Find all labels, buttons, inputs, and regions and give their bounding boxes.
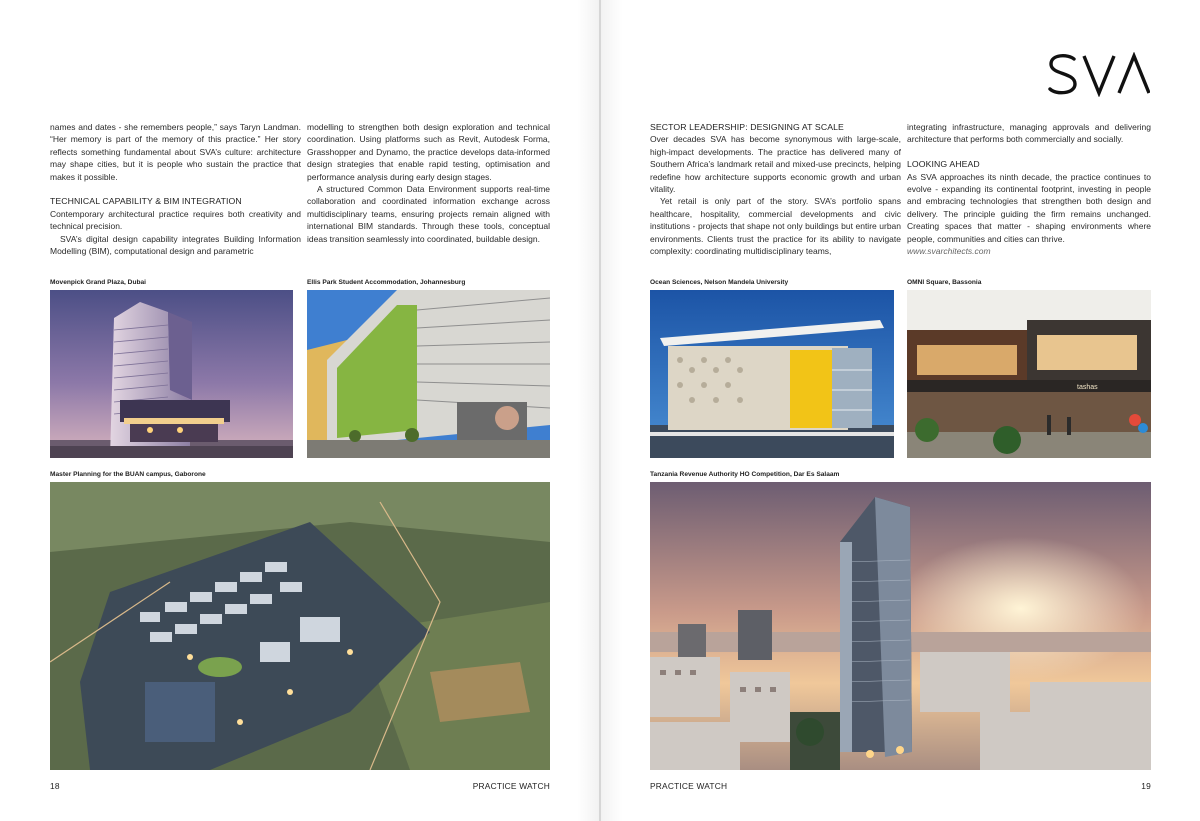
section-heading-technical: TECHNICAL CAPABILITY & BIM INTEGRATION: [50, 196, 242, 207]
paragraph: Contemporary architectural practice requires both creativity and technical precision.: [50, 208, 301, 232]
section-heading-looking-ahead: LOOKING AHEAD: [907, 159, 980, 170]
caption-ellis-park: Ellis Park Student Accommodation, Johannesburg: [307, 279, 466, 286]
paragraph: modelling to strengthen both design exploration and technical coordination. Using platforms such as Revit, Autodesk Forma, Grasshopper and Dynamo, the practice develops data-informed design strategies that enable rapid testing, optimisation and performance analysis during early design stages.: [307, 122, 550, 182]
paragraph: Over decades SVA has become synonymous with large-scale, high-impact developments. The practice has delivered many of Southern Africa’s landmark retail and mixed-use precincts, helping redefine how architecture supports economic growth and urban vitality.: [650, 134, 901, 195]
photo-ocean-sciences: [650, 290, 894, 458]
caption-buan-campus: Master Planning for the BUAN campus, Gaborone: [50, 471, 206, 478]
caption-ocean-sciences: Ocean Sciences, Nelson Mandela University: [650, 279, 789, 286]
caption-movenpick: Movenpick Grand Plaza, Dubai: [50, 279, 146, 286]
omni-storefront-sign: tashas: [1077, 384, 1098, 391]
section-heading-sector: SECTOR LEADERSHIP: DESIGNING AT SCALE: [650, 122, 844, 132]
paragraph: SVA’s digital design capability integrates Building Information Modelling (BIM), computational design and parametric: [50, 233, 301, 257]
photo-movenpick-tower: [50, 290, 293, 458]
right-page-number: 19: [1141, 781, 1151, 791]
paragraph: Yet retail is only part of the story. SVA’s portfolio spans healthcare, hospitality, commercial developments and civic institutions - projects that shape not only buildings but entire urban environments. Clients trust the practice for its ability to navigate complexity: coordinating multidisciplinary teams,: [650, 196, 901, 257]
photo-ellis-park: [307, 290, 550, 458]
photo-buan-campus-aerial: [50, 482, 550, 770]
paragraph: As SVA approaches its ninth decade, the practice continues to evolve - expanding its continental footprint, investing in people and embracing technologies that strengthen both design and delivery. The principle guiding the firm remains unchanged. Creating spaces that matter - shaping environments where people, communities and cities can thrive.: [907, 171, 1151, 244]
paragraph: names and dates - she remembers people,” says Taryn Landman. “Her memory is part of the memory of this practice.” Her story reflects something fundamental about SVA’s culture: architecture may shape cities, but it is people who sustain the practice that makes it possible.: [50, 122, 301, 182]
left-page: [0, 0, 599, 821]
left-column-1: [50, 121, 301, 257]
right-running-footer: PRACTICE WATCH: [650, 781, 728, 791]
paragraph: integrating infrastructure, managing approvals and delivering architecture that performs both commercially and socially.: [907, 122, 1151, 145]
spine-shadow: [601, 0, 623, 821]
left-column-2: [307, 121, 550, 245]
paragraph: A structured Common Data Environment supports real-time collaboration and coordinated information exchange across multidisciplinary teams, ensuring projects remain aligned with international BIM standards. Through these tools, conceptual ideas transition seamlessly into coordinated, buildable design.: [307, 184, 550, 244]
website-link[interactable]: www.svarchitects.com: [907, 246, 991, 257]
sva-logo: [1048, 52, 1150, 97]
right-page: [601, 0, 1200, 821]
right-column-1: [650, 121, 901, 257]
caption-omni-square: OMNI Square, Bassonia: [907, 279, 982, 286]
right-column-2: [907, 121, 1151, 257]
spine-shadow: [577, 0, 599, 821]
left-running-footer: PRACTICE WATCH: [472, 781, 550, 791]
left-page-number: 18: [50, 781, 60, 791]
caption-tanzania: Tanzania Revenue Authority HO Competition, Dar Es Salaam: [650, 471, 840, 478]
photo-tanzania-revenue-authority: [650, 482, 1151, 770]
photo-omni-square: [907, 290, 1151, 458]
